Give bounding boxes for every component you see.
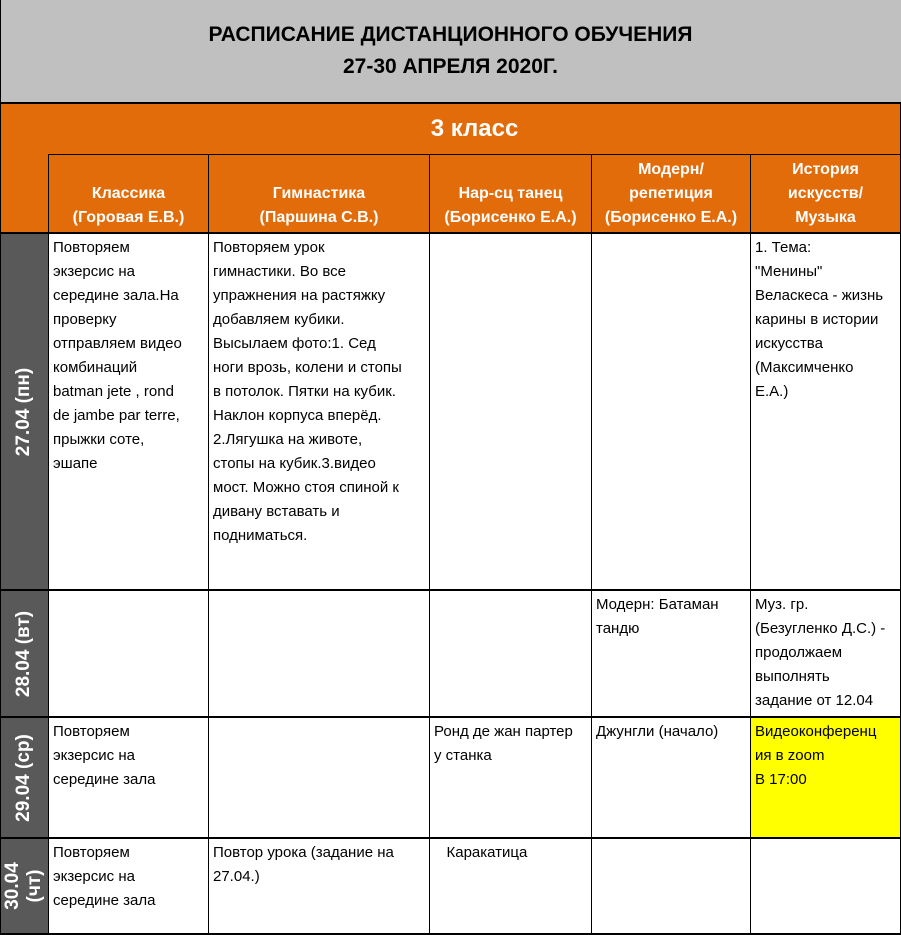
column-header-line: (Горовая Е.В.) — [72, 209, 185, 226]
cell-27-04-modern — [591, 232, 750, 589]
column-header-line: Модерн/ — [638, 161, 704, 178]
day-label-text: 29.04 (ср) — [13, 733, 34, 822]
cell-28-04-history-music: Муз. гр. (Безугленко Д.С.) - продолжаем выполнять задание от 12.04 — [750, 589, 900, 716]
cell-29-04-classic: Повторяем экзерсис на середине зала — [48, 716, 208, 837]
class-label: 3 класс — [48, 104, 901, 154]
title-block — [0, 0, 901, 104]
cell-30-04-history-music — [750, 837, 900, 933]
column-header-line: (Паршина С.В.) — [259, 209, 379, 226]
cell-29-04-folk-dance: Ронд де жан партер у станка — [429, 716, 591, 837]
day-label-text — [2, 862, 46, 910]
column-header-gymnastics — [208, 154, 429, 232]
day-label-text: 27.04 (пн) — [13, 367, 34, 456]
column-header-line: Классика — [91, 185, 166, 202]
grid-border-left — [0, 0, 1, 935]
cell-27-04-gymnastics: Повторяем урок гимнастики. Во все упражнения на растяжку добавляем кубики. Высылаем фото:1. Сед ноги врозь, колени и стопы в потолок. Пятки на кубик. Наклон корпуса вперёд. 2.Лягушка на животе, стопы на кубик.3.видео мост. Можно стоя спиной к дивану вставать и подниматься. — [208, 232, 429, 589]
column-header-modern — [591, 154, 750, 232]
cell-28-04-classic — [48, 589, 208, 716]
cell-28-04-folk-dance — [429, 589, 591, 716]
column-header-line: (Борисенко Е.А.) — [604, 209, 738, 226]
title-line-1: РАСПИСАНИЕ ДИСТАНЦИОННОГО ОБУЧЕНИЯ — [208, 23, 693, 46]
column-header-line: Музыка — [795, 209, 856, 226]
day-label-30-04 — [0, 837, 48, 933]
cell-27-04-folk-dance — [429, 232, 591, 589]
title-line-2: 27-30 АПРЕЛЯ 2020Г. — [342, 55, 559, 78]
column-header-line: История — [792, 161, 859, 178]
column-header-line: искусств/ — [787, 185, 864, 202]
day-label-text: 28.04 (вт) — [13, 610, 34, 697]
cell-27-04-history-music: 1. Тема: "Менины" Веласкеса - жизнь карины в истории искусства (Максимченко Е.А.) — [750, 232, 900, 589]
day-label-line: (чт) — [24, 869, 45, 903]
column-header-line: Нар-сц танец — [458, 185, 563, 202]
cell-29-04-gymnastics — [208, 716, 429, 837]
column-header-line: (Борисенко Е.А.) — [444, 209, 577, 226]
column-header-line: Гимнастика — [272, 185, 366, 202]
cell-30-04-modern — [591, 837, 750, 933]
cell-29-04-history-music: Видеоконференц ия в zoom В 17:00 — [750, 716, 900, 837]
cell-28-04-modern: Модерн: Батаман тандю — [591, 589, 750, 716]
day-label-29-04 — [0, 716, 48, 837]
day-label-27-04 — [0, 232, 48, 589]
cell-30-04-gymnastics: Повтор урока (задание на 27.04.) — [208, 837, 429, 933]
day-label-line: 30.04 — [2, 862, 23, 910]
cell-30-04-classic: Повторяем экзерсис на середине зала — [48, 837, 208, 933]
column-header-folk-dance — [429, 154, 591, 232]
cell-28-04-gymnastics — [208, 589, 429, 716]
column-header-line: репетиция — [629, 185, 713, 202]
cell-29-04-modern: Джунгли (начало) — [591, 716, 750, 837]
column-header-classic — [48, 154, 208, 232]
column-header-history-music — [750, 154, 900, 232]
header-corner — [0, 104, 48, 232]
cell-27-04-classic: Повторяем экзерсис на середине зала.На проверку отправляем видео комбинаций batman jete , rond de jambe par terre, прыжки соте, эшапе — [48, 232, 208, 589]
cell-30-04-folk-dance: Каракатица — [429, 837, 591, 933]
day-label-28-04 — [0, 589, 48, 716]
